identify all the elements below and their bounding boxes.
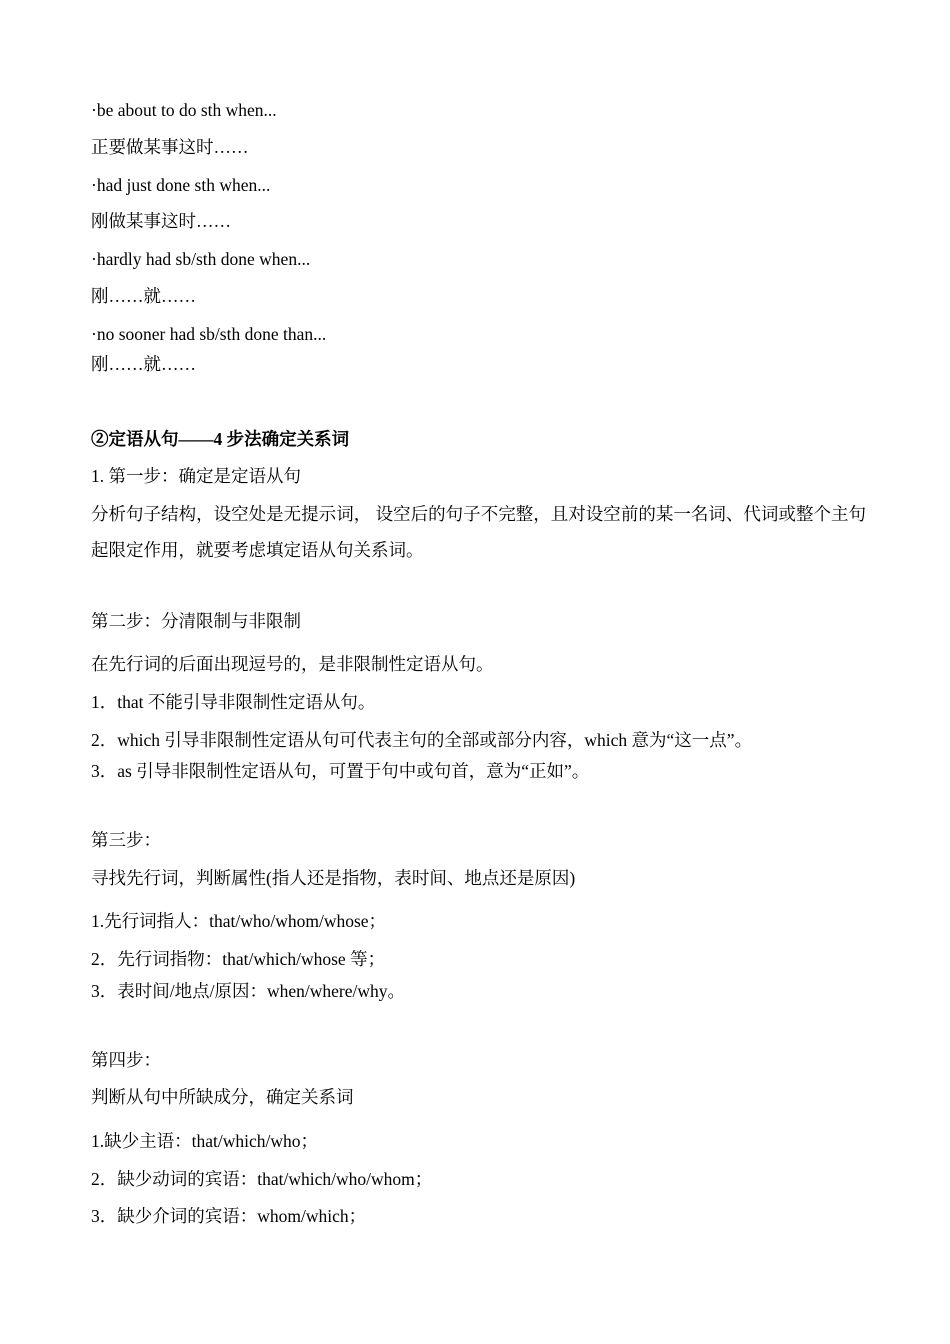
phrase-had-just-done-meaning: 刚做某事这时……	[91, 211, 231, 231]
section-heading: ②定语从句——4 步法确定关系词	[91, 429, 350, 449]
step3-item-1: 1.先行词指人：that/who/whom/whose；	[91, 911, 387, 931]
step2-title: 第二步：分清限制与非限制	[91, 611, 301, 631]
step2-item-3: 3．as 引导非限制性定语从句，可置于句中或句首，意为“正如”。	[91, 761, 590, 781]
phrase-no-sooner: ·no sooner had sb/sth done than...	[91, 324, 327, 344]
step4-item-1: 1.缺少主语：that/which/who；	[91, 1131, 318, 1151]
step2-item-2: 2．which 引导非限制性定语从句可代表主句的全部或部分内容，which 意为“这一点”。	[91, 730, 753, 750]
phrase-no-sooner-meaning: 刚……就……	[91, 354, 196, 374]
step3-intro: 寻找先行词，判断属性(指人还是指物，表时间、地点还是原因)	[91, 868, 576, 888]
step1-body: 分析句子结构，设空处是无提示词， 设空后的句子不完整，且对设空前的某一名词、代词或整个主句起限定作用，就要考虑填定语从句关系词。	[91, 504, 866, 560]
step1-title: 1. 第一步：确定是定语从句	[91, 466, 301, 486]
step4-title: 第四步：	[91, 1050, 161, 1070]
step3-title: 第三步：	[91, 830, 161, 850]
phrase-hardly-had-meaning: 刚……就……	[91, 286, 196, 306]
phrase-hardly-had: ·hardly had sb/sth done when...	[91, 249, 311, 269]
step4-item-2: 2．缺少动词的宾语：that/which/who/whom；	[91, 1169, 433, 1189]
phrase-be-about-to-meaning: 正要做某事这时……	[91, 137, 249, 157]
phrase-be-about-to: ·be about to do sth when...	[91, 100, 277, 120]
step3-item-3: 3．表时间/地点/原因：when/where/why。	[91, 981, 405, 1001]
step4-item-3: 3．缺少介词的宾语：whom/which；	[91, 1206, 367, 1226]
phrase-had-just-done: ·had just done sth when...	[91, 175, 271, 195]
step2-intro: 在先行词的后面出现逗号的，是非限制性定语从句。	[91, 654, 494, 674]
step3-item-2: 2．先行词指物：that/which/whose 等；	[91, 949, 386, 969]
step2-item-1: 1．that 不能引导非限制性定语从句。	[91, 692, 376, 712]
step4-intro: 判断从句中所缺成分，确定关系词	[91, 1087, 354, 1107]
